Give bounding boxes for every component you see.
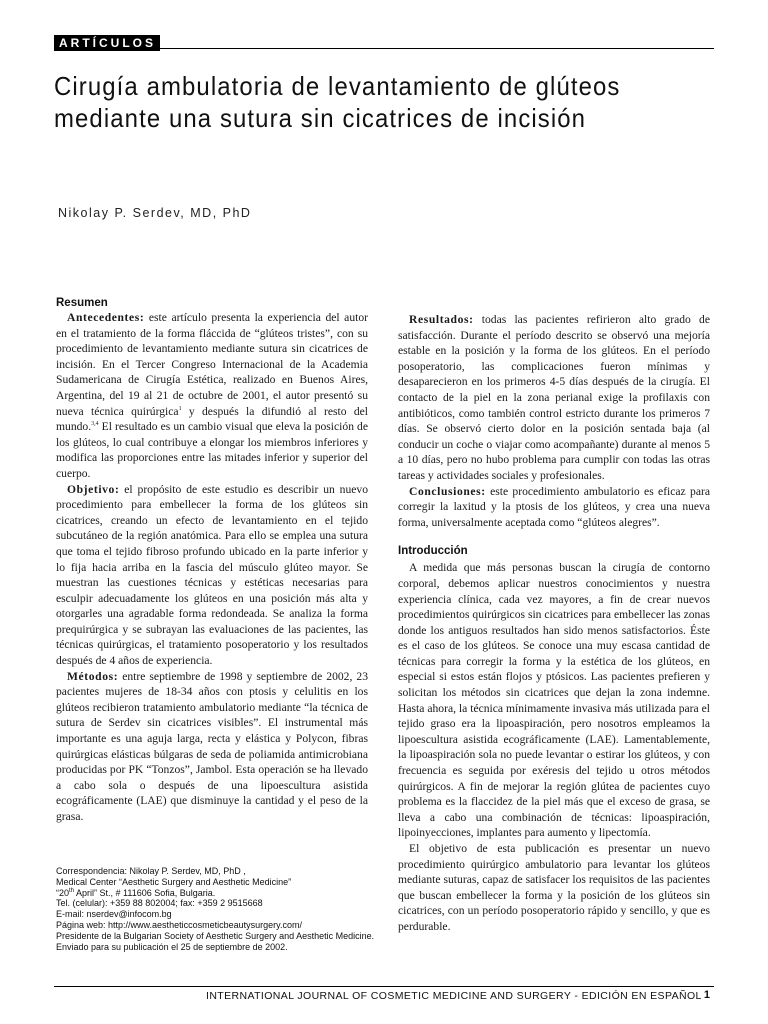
metodos-label: Métodos: [67,669,119,683]
metodos-text: entre septiembre de 1998 y septiembre de 2002, 23 pacientes mujeres de 18-34 años con ptosis y celulitis en los glúteos recibieron tratamiento ambulatorio mediante “la técnica de sutura de Serdev sin cicatrices visibles”. El instrumental más importante es una aguja larga, recta y elástica y Polycon, fibras quirúrgicas elásticas búlgaras de seda de poliamida antimicrobiana producidas por PK “Tonzos”, Jambol. Esta operación se ha llevado a cabo sola o después de una lipoescultura asistida ecográficamente (LAE) que disminuye la cantidad y el peso de la grasa. [56,669,368,823]
section-label: ARTÍCULOS [54,35,160,51]
introduction-heading: Introducción [398,545,468,558]
antecedentes-text-a: este artículo presenta la experiencia del autor en el tratamiento de la forma fláccida de “glúteos tristes”, con su procedimiento de levantamiento mediante sutura sin cicatrices de incisión. En el Tercer Congreso Internacional de la Academia Sudamericana de Cirugía Estética, realizado en Buenos Aires, Argentina, del 19 al 21 de octubre de 2001, el autor presentó su nueva técnica quirúrgica [56,311,368,418]
conclusiones-paragraph [398,484,710,531]
objetivo-label: Objetivo: [67,482,120,496]
ordinal-suffix: th [69,887,75,894]
conclusiones-text: este procedimiento ambulatorio es eficaz para corregir la laxitud y la ptosis de los glúteos, y crea una nueva forma, universalmente aceptada como “glúteos alegres”. [398,484,710,529]
reference-mark-1: 1 [178,405,182,412]
page-footer [54,988,714,1002]
footer-rule [54,986,714,987]
correspondence-phone: Tel. (celular): +359 88 802004; fax: +359 2 9515668 [56,898,263,909]
address-end: April” St., # 111606 Sofia, Bulgaria. [74,887,216,898]
resultados-paragraph [398,312,710,484]
correspondence-block [56,866,376,952]
correspondence-website[interactable]: Página web: http://www.aestheticcosmeticbeautysurgery.com/ [56,919,302,930]
reference-mark-2: 3,4 [91,421,99,428]
correspondence-affiliation: Presidente de la Bulgarian Society of Aesthetic Surgery and Aesthetic Medicine. [56,930,375,941]
resultados-label: Resultados: [409,313,474,326]
author-name: Nikolay P. Serdev, MD, PhD [58,206,252,220]
objetivo-paragraph [56,482,368,669]
objetivo-text: el propósito de este estudio es describir un nuevo procedimiento para embellecer la forma de los glúteos sin cicatrices, creando un efecto de levantamiento en el tejido subcutáneo de la región anatómica. Para ello se emplea una sutura que toma el tejido fibroso profundo ubicado en la parte inferior y lo fija hacia arriba en la fascia del músculo glúteo mayor. Se muestran las cuestiones técnicas y estéticas necesarias para esculpir adecuadamente los glúteos en una posición más alta y otorgarles una agradable forma redondeada. Se analiza la forma prequirúrgica y se subrayan las evaluaciones de las pacientes, las técnicas quirúrgicas, el tratamiento posoperatorio y los resultados después de 4 años de experiencia. [56,482,368,668]
correspondence-email[interactable]: E-mail: nserdev@infocom.bg [56,909,172,920]
page-number: 1 [703,989,710,1001]
antecedentes-label: Antecedentes: [67,311,145,324]
address-start: “20 [56,887,70,898]
left-column [56,296,368,825]
abstract-heading: Resumen [56,297,108,309]
journal-name: INTERNATIONAL JOURNAL OF COSMETIC MEDICINE AND SURGERY - EDICIÓN EN ESPAÑOL [206,990,702,1002]
introduction-paragraph-2: El objetivo de esta publicación es presentar un nuevo procedimiento quirúrgico ambulatorio para levantar los glúteos mediante suturas, capaz de satisfacer los requisitos de las pacientes que buscan embellecer la forma y la posición de los glúteos sin cicatrices, con un período posoperatorio rápido y sencillo, y que es perdurable. [398,842,710,933]
metodos-paragraph [56,669,368,825]
antecedentes-text-b: y después la difundió al resto del mundo. [56,404,368,434]
article-title: Cirugía ambulatoria de levantamiento de glúteos mediante una sutura sin cicatrices de incisión [54,71,621,133]
resultados-text: todas las pacientes refirieron alto grado de satisfacción. Durante el período descrito se observó una mejoría estable en la posición y la forma de los glúteos. En el período posoperatorio, las complicaciones fueron mínimas y desaparecieron en los primeros 4-5 días después de la cirugía. El contacto de la piel en la zona perianal exige la profilaxis con antibióticos, como también control estricto durante los primeros 7 días. Se observó cierto dolor en la posición sentada baja (al conducir un coche o viajar como acompañante) durante al menos 5 a 10 días, pero no hubo problema para cumplir con todas las otras tareas y actividades sociales y profesionales. [398,313,710,482]
correspondence-line: Correspondencia: Nikolay P. Serdev, MD, PhD , [56,866,246,876]
submission-date: Enviado para su publicación el 25 de septiembre de 2002. [56,941,288,952]
antecedentes-paragraph [56,310,368,482]
right-column [398,312,710,935]
correspondence-address [56,888,376,899]
conclusiones-label: Conclusiones: [409,484,486,498]
correspondence-line: Medical Center “Aesthetic Surgery and Aesthetic Medicine” [56,876,292,887]
header-rule [158,48,714,49]
introduction-paragraph-1: A medida que más personas buscan la cirugía de contorno corporal, debemos aplicar nuestros conocimientos y nuestra experiencia clínica, cada vez mayores, a fin de crear nuevos procedimientos quirúrgicos sin cicatrices para embellecer las zonas donde los antiguos resultados han sido menos satisfactorios. Éste es el caso de los glúteos. Se conoce una muy escasa cantidad de técnicas para corregir la forma y la estética de los glúteos, en especial si estos están flojos y ptósicos. Las pacientes prefieren y solicitan los métodos sin cicatrices que dejan la zona indemne. Hasta ahora, la técnica mínimamente invasiva más utilizada para el tejido graso era la lipoaspiración, pero nosotros empleamos la lipoescultura asistida ecográficamente (LAE). Lamentablemente, la lipoaspiración sola no puede levantar o estirar los glúteos, y con frecuencia es seguida por exéresis del tejido u otros métodos quirúrgicos. A fin de mejorar la región glútea de pacientes cuyo problema es la flaccidez de la piel más que el exceso de grasa, se lleva a cabo una combinación de técnicas: lipoaspiración, lipoinyecciones, implantes para aumento y lipectomía. [398,561,710,840]
antecedentes-text-c: El resultado es un cambio visual que eleva la posición de los glúteos, lo cual contribuye a elongar los miembros inferiores y modifica las proporciones entre las mitades inferior y superior del cuerpo. [56,420,368,480]
